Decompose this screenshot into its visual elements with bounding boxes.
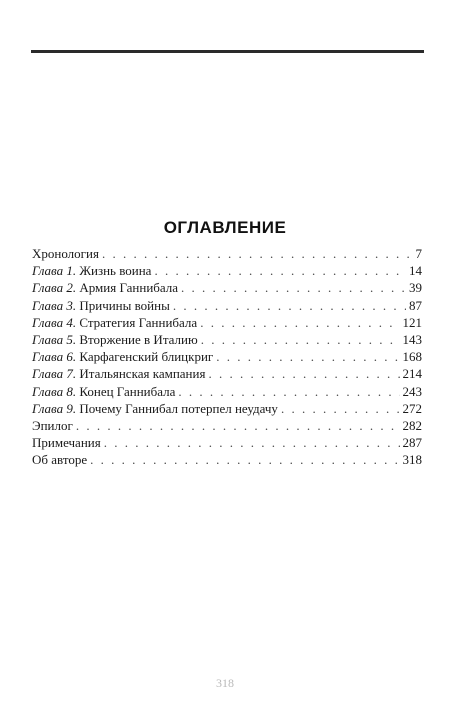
toc-leader-dots bbox=[181, 279, 406, 296]
toc-entry-title: Итальянская кампания bbox=[79, 366, 206, 382]
toc-entry-title: Об авторе bbox=[32, 452, 88, 468]
toc-leader-dots bbox=[200, 314, 399, 331]
toc-entry-title: Почему Ганнибал потерпел неудачу bbox=[79, 400, 278, 416]
toc-entry-page: 143 bbox=[402, 331, 422, 347]
toc-leader-dots bbox=[154, 262, 406, 279]
toc-entry bbox=[32, 331, 422, 348]
toc-leader-dots bbox=[76, 417, 400, 434]
toc-entry bbox=[32, 245, 422, 262]
toc-leader-dots bbox=[208, 365, 399, 382]
toc-leader-dots bbox=[173, 297, 406, 314]
toc-chapter-prefix: Глава 3. bbox=[32, 297, 77, 313]
toc-entry-title: Стратегия Ганнибала bbox=[79, 314, 198, 330]
toc-chapter-prefix: Глава 2. bbox=[32, 280, 77, 296]
toc-entry-page: 87 bbox=[409, 297, 422, 313]
toc-entry-title: Эпилог bbox=[32, 417, 73, 433]
toc-chapter-prefix: Глава 7. bbox=[32, 366, 77, 382]
toc-entry-page: 39 bbox=[409, 280, 422, 296]
toc-entry bbox=[32, 434, 422, 451]
toc-entry bbox=[32, 314, 422, 331]
toc-title: ОГЛАВЛЕНИЕ bbox=[163, 218, 287, 237]
toc-entry-page: 243 bbox=[402, 383, 422, 399]
toc-entry-page: 282 bbox=[402, 417, 422, 433]
toc-chapter-prefix: Глава 4. bbox=[32, 314, 77, 330]
toc-entry bbox=[32, 279, 422, 296]
toc-entry-page: 121 bbox=[402, 314, 422, 330]
toc-chapter-prefix: Глава 8. bbox=[32, 383, 77, 399]
toc-entry-title: Примечания bbox=[32, 435, 101, 451]
toc-chapter-prefix: Глава 1. bbox=[32, 263, 77, 279]
toc-entry-page: 287 bbox=[402, 435, 422, 451]
toc-entry-page: 14 bbox=[409, 263, 422, 279]
toc-leader-dots bbox=[178, 383, 399, 400]
toc-entry bbox=[32, 297, 422, 314]
toc-entry-page: 168 bbox=[402, 349, 422, 365]
toc-entry-page: 272 bbox=[402, 400, 422, 416]
toc-leader-dots bbox=[104, 434, 400, 451]
toc-entry bbox=[32, 383, 422, 400]
toc-chapter-prefix: Глава 5. bbox=[32, 331, 77, 347]
toc-leader-dots bbox=[201, 331, 400, 348]
toc-list bbox=[32, 245, 422, 468]
toc-chapter-prefix: Глава 9. bbox=[32, 400, 77, 416]
toc-entry-title: Карфагенский блицкриг bbox=[79, 349, 214, 365]
toc-entry bbox=[32, 365, 422, 382]
toc-entry-title: Армия Ганнибала bbox=[79, 280, 179, 296]
toc-entry-title: Вторжение в Италию bbox=[79, 331, 198, 347]
toc-entry-title: Конец Ганнибала bbox=[79, 383, 176, 399]
toc-leader-dots bbox=[102, 245, 413, 262]
toc-chapter-prefix: Глава 6. bbox=[32, 349, 77, 365]
toc-leader-dots bbox=[216, 348, 399, 365]
toc-entry bbox=[32, 262, 422, 279]
toc-entry-page: 318 bbox=[402, 452, 422, 468]
header-rule bbox=[31, 50, 424, 53]
toc-entry bbox=[32, 400, 422, 417]
toc-entry bbox=[32, 451, 422, 468]
toc-entry-page: 7 bbox=[415, 246, 422, 261]
toc-entry-title: Причины войны bbox=[79, 297, 170, 313]
toc-entry-page: 214 bbox=[402, 366, 422, 382]
toc-leader-dots bbox=[281, 400, 400, 417]
toc-entry bbox=[32, 417, 422, 434]
toc-leader-dots bbox=[90, 451, 399, 468]
page-number: 318 bbox=[216, 676, 234, 690]
toc-entry-title: Хронология bbox=[32, 246, 99, 261]
toc-entry-title: Жизнь воина bbox=[79, 263, 152, 279]
toc-entry bbox=[32, 348, 422, 365]
